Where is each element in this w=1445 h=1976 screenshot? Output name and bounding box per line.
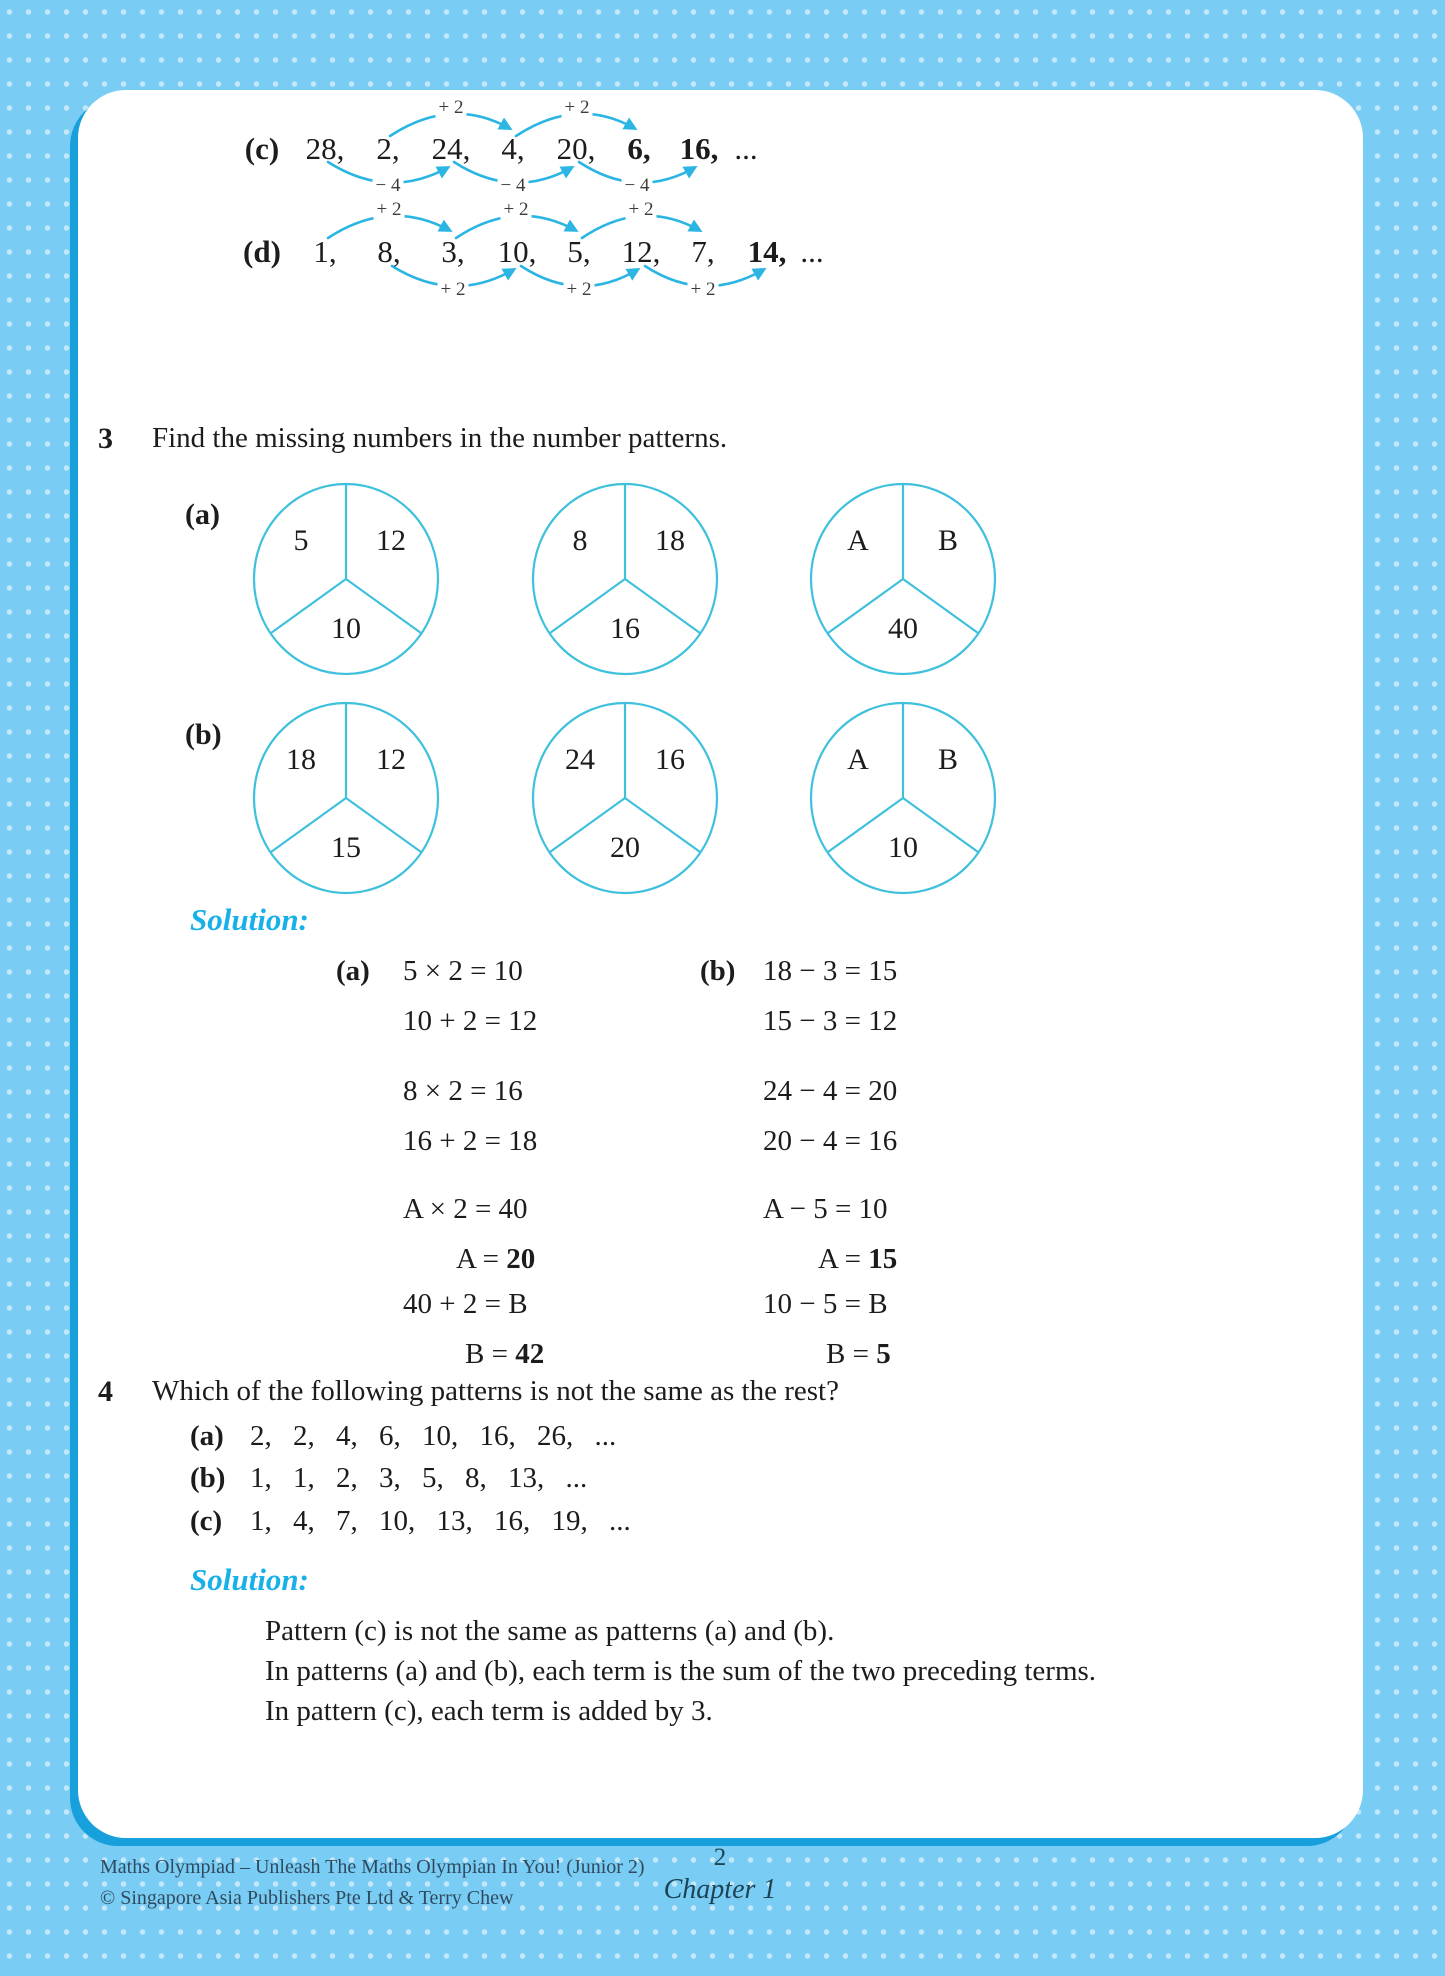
- pattern-c-rule-minus4: − 4: [373, 175, 404, 197]
- pattern-d-term: 14,: [747, 234, 787, 269]
- pattern-d-rule-plus2: + 2: [564, 279, 595, 301]
- footer-publisher-info: [100, 1852, 645, 1914]
- pattern-d-rule-plus2: + 2: [688, 279, 719, 301]
- pattern-c-label: (c): [244, 131, 280, 166]
- equation-line: A = 15: [818, 1243, 898, 1275]
- circle-right-value: 16: [655, 743, 685, 776]
- circle-diagram: [251, 481, 441, 677]
- circle-left-value: A: [847, 524, 869, 557]
- pattern-c-term: 4,: [501, 131, 525, 166]
- q4-item-c-label: (c): [190, 1505, 223, 1537]
- circle-left-value: 24: [565, 743, 595, 776]
- circle-right-value: 18: [655, 524, 685, 557]
- equation-line: B = 5: [826, 1338, 891, 1370]
- pattern-d-rule-plus2: + 2: [501, 199, 532, 221]
- footer-page-info: [620, 1844, 820, 1906]
- equation-line: A = 20: [456, 1243, 536, 1275]
- pattern-d-label: (d): [243, 234, 281, 269]
- q3-part-b-label: (b): [185, 718, 222, 751]
- circle-left-value: A: [847, 743, 869, 776]
- equation-line: A × 2 = 40: [403, 1193, 528, 1225]
- q3-part-a-label: (a): [185, 498, 220, 531]
- pattern-c-ellipsis: ...: [734, 131, 758, 166]
- pattern-c-term: 24,: [431, 131, 471, 166]
- pattern-c-rule-minus4: − 4: [498, 175, 529, 197]
- pattern-c-term: 6,: [627, 131, 651, 166]
- circle-left-value: 8: [572, 524, 588, 557]
- q4-solution-line: In pattern (c), each term is added by 3.: [265, 1695, 713, 1727]
- pattern-c-rule-plus2: + 2: [436, 97, 467, 119]
- pattern-d-rule-plus2: + 2: [374, 199, 405, 221]
- q3-solution-col-a-label: (a): [336, 955, 370, 987]
- pattern-c-rule-plus2: + 2: [562, 97, 593, 119]
- circle-bottom-value: 16: [610, 612, 640, 645]
- equation-line: 5 × 2 = 10: [403, 955, 523, 987]
- circle-outline: [808, 700, 998, 896]
- footer-copyright: © Singapore Asia Publishers Pte Ltd & Terry Chew: [100, 1887, 514, 1909]
- pattern-d-term: 12,: [621, 234, 661, 269]
- pattern-d-term: 1,: [313, 234, 337, 269]
- q4-item-b-sequence: 1, 1, 2, 3, 5, 8, 13, ...: [250, 1462, 588, 1494]
- pattern-d-rule-plus2: + 2: [438, 279, 469, 301]
- circle-outline: [251, 700, 441, 896]
- pattern-c-term: 2,: [376, 131, 400, 166]
- circle-diagram: [251, 700, 441, 896]
- equation-line: 18 − 3 = 15: [763, 955, 898, 987]
- circle-diagram: [530, 481, 720, 677]
- pattern-d-term: 7,: [691, 234, 715, 269]
- circle-bottom-value: 15: [331, 831, 361, 864]
- equation-line: 16 + 2 = 18: [403, 1125, 538, 1157]
- q4-item-a-sequence: 2, 2, 4, 6, 10, 16, 26, ...: [250, 1420, 617, 1452]
- equation-line: 8 × 2 = 16: [403, 1075, 523, 1107]
- circle-bottom-value: 10: [888, 831, 918, 864]
- pattern-c-term: 28,: [305, 131, 345, 166]
- pattern-d-term: 8,: [377, 234, 401, 269]
- circle-left-value: 5: [293, 524, 309, 557]
- pattern-d-term: 3,: [441, 234, 465, 269]
- circle-right-value: 12: [376, 743, 406, 776]
- page-number: 2: [713, 1844, 727, 1871]
- chapter-label: Chapter 1: [663, 1874, 777, 1905]
- q4-solution-line: In patterns (a) and (b), each term is the sum of the two preceding terms.: [265, 1655, 1097, 1687]
- circle-diagram: [808, 481, 998, 677]
- pattern-d-term: 5,: [567, 234, 591, 269]
- equation-line: 20 − 4 = 16: [763, 1125, 898, 1157]
- equation-line: 40 + 2 = B: [403, 1288, 528, 1320]
- circle-bottom-value: 10: [331, 612, 361, 645]
- circle-outline: [530, 481, 720, 677]
- circle-right-value: B: [937, 524, 959, 557]
- circle-outline: [251, 481, 441, 677]
- pattern-d-term: 10,: [497, 234, 537, 269]
- circle-bottom-value: 40: [888, 612, 918, 645]
- pattern-d-ellipsis: ...: [800, 234, 824, 269]
- question-3-title: Find the missing numbers in the number patterns.: [152, 422, 728, 454]
- circle-diagram: [808, 700, 998, 896]
- q4-item-b-label: (b): [190, 1462, 226, 1494]
- q3-solution-col-b-label: (b): [700, 955, 736, 987]
- q4-item-a-label: (a): [190, 1420, 224, 1452]
- worksheet-page: [78, 90, 1363, 1838]
- equation-line: 10 − 5 = B: [763, 1288, 888, 1320]
- circle-diagram: [530, 700, 720, 896]
- question-4-title: Which of the following patterns is not the same as the rest?: [152, 1375, 839, 1407]
- pattern-d-rule-plus2: + 2: [626, 199, 657, 221]
- equation-line: 15 − 3 = 12: [763, 1005, 898, 1037]
- number-pattern-d: [240, 196, 880, 316]
- footer-book-title: Maths Olympiad – Unleash The Maths Olympian In You! (Junior 2): [100, 1856, 645, 1878]
- q4-solution-label: Solution:: [190, 1562, 309, 1597]
- circle-bottom-value: 20: [610, 831, 640, 864]
- q4-item-c-sequence: 1, 4, 7, 10, 13, 16, 19, ...: [250, 1505, 631, 1537]
- circle-outline: [808, 481, 998, 677]
- pattern-c-term: 20,: [556, 131, 596, 166]
- circle-right-value: B: [937, 743, 959, 776]
- pattern-c-term: 16,: [679, 131, 719, 166]
- question-4-number: 4: [98, 1375, 113, 1408]
- equation-line: A − 5 = 10: [763, 1193, 888, 1225]
- equation-line: 24 − 4 = 20: [763, 1075, 898, 1107]
- number-pattern-c: [240, 96, 820, 206]
- question-3-number: 3: [98, 422, 113, 455]
- circle-right-value: 12: [376, 524, 406, 557]
- circle-left-value: 18: [286, 743, 316, 776]
- q3-solution-label: Solution:: [190, 902, 309, 937]
- circle-outline: [530, 700, 720, 896]
- q4-solution-line: Pattern (c) is not the same as patterns (a) and (b).: [265, 1615, 835, 1647]
- equation-line: B = 42: [465, 1338, 545, 1370]
- pattern-c-rule-minus4: − 4: [622, 175, 653, 197]
- equation-line: 10 + 2 = 12: [403, 1005, 538, 1037]
